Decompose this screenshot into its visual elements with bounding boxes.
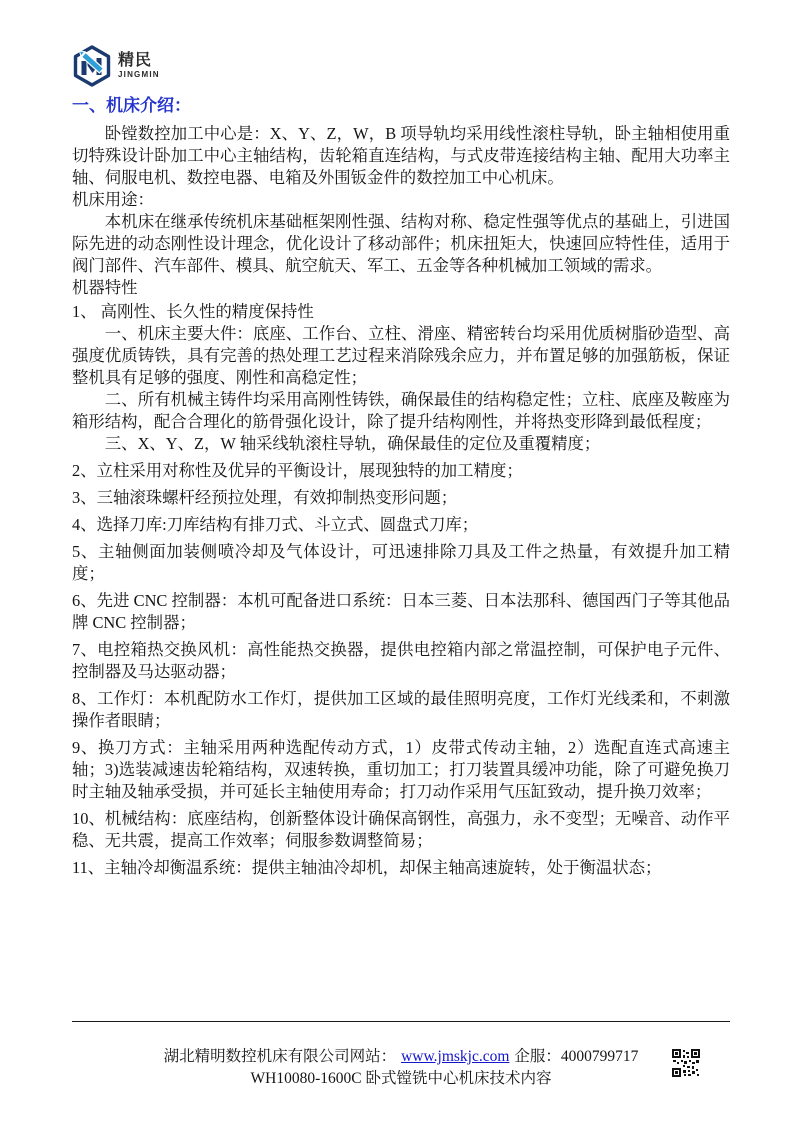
footer-company-prefix: 湖北精明数控机床有限公司网站： — [163, 1048, 397, 1065]
feature-10: 10、机械结构：底座结构，创新整体设计确保高钢性，高强力，永不变型；无噪音、动作平稳、无共震，提高工作效率；伺服参数调整简易； — [72, 809, 730, 850]
usage-paragraph: 本机床在继承传统机床基础框架刚性强、结构对称、稳定性强等优点的基础上，引进国际先进的动态刚性设计理念，优化设计了移动部件；机床扭矩大，快速回应特性佳，适用于阀门部件、汽车部件、模具、航空航天、军工、五金等各种机械加工领域的需求。 — [72, 212, 730, 275]
company-logo — [72, 44, 730, 88]
logo-brand-cn: 精民 — [118, 52, 153, 69]
feature-8: 8、工作灯：本机配防水工作灯，提供加工区域的最佳照明亮度，工作灯光线柔和，不刺激操作者眼睛； — [72, 689, 730, 730]
footer-company-line — [72, 1046, 730, 1067]
features-label: 机器特性 — [72, 278, 138, 297]
feature-7: 7、电控箱热交换风机：高性能热交换器，提供电控箱内部之常温控制，可保护电子元件、控制器及马达驱动器； — [72, 640, 730, 681]
feature-11: 11、主轴冷却衡温系统：提供主轴油冷却机，却保主轴高速旋转，处于衡温状态； — [72, 858, 662, 877]
feature-6: 6、先进 CNC 控制器：本机可配备进口系统：日本三菱、日本法那科、德国西门子等其他品牌 CNC 控制器； — [72, 591, 730, 632]
feature-3: 3、三轴滚珠螺杆经预拉处理，有效抑制热变形问题； — [72, 488, 458, 507]
feature-9: 9、换刀方式：主轴采用两种选配传动方式，1）皮带式传动主轴，2）选配直连式高速主轴；3)选装减速齿轮箱结构，双速转换，重切加工；打刀装置具缓冲功能，除了可避免换刀时主轴及轴承受损，并可延长主轴使用寿命；打刀动作采用气压缸致动，提升换刀效率； — [72, 738, 730, 801]
feature-4: 4、选择刀库:刀库结构有排刀式、斗立式、圆盘式刀库； — [72, 515, 479, 534]
qr-code — [672, 1049, 700, 1077]
intro-paragraph: 卧镗数控加工中心是：X、Y、Z，W，B 项导轨均采用线性滚柱导轨，卧主轴相使用重切特殊设计卧加工中心主轴结构，齿轮箱直连结构，与式皮带连接结构主轴、配用大功率主轴、伺服电机、数控电器、电箱及外围钣金件的数控加工中心机床。 — [72, 124, 730, 187]
logo-brand-en: JINGMIN — [118, 70, 160, 79]
feature-5: 5、主轴侧面加装侧喷冷却及气体设计，可迅速排除刀具及工件之热量，有效提升加工精度； — [72, 542, 730, 583]
document-content — [72, 44, 730, 879]
logo-wordmark — [118, 53, 160, 79]
website-link[interactable]: www.jmskjc.com — [401, 1048, 510, 1065]
feature-1-sub-2: 二、所有机械主铸件均采用高刚性铸铁，确保最佳的结构稳定性；立柱、底座及鞍座为箱形结构，配合合理化的筋骨强化设计，除了提升结构刚性，并将热变形降到最低程度； — [72, 390, 730, 431]
page-footer — [72, 1021, 730, 1090]
footer-doc-title: WH10080-1600C 卧式镗铣中心机床技术内容 — [250, 1070, 552, 1087]
feature-2: 2、立柱采用对称性及优异的平衡设计，展现独特的加工精度； — [72, 461, 523, 480]
footer-service: 企服：4000799717 — [514, 1048, 639, 1065]
logo-hexagon-icon — [72, 44, 112, 88]
feature-1-title: 1、 高刚性、长久性的精度保持性 — [72, 302, 314, 321]
section-heading: 一、机床介绍： — [72, 96, 191, 115]
usage-label: 机床用途： — [72, 190, 154, 209]
feature-1-sub-3: 三、X、Y、Z，W 轴采线轨滚柱导轨，确保最佳的定位及重覆精度； — [104, 434, 601, 453]
footer-divider — [72, 1021, 730, 1022]
feature-1-sub-1: 一、机床主要大件：底座、工作台、立柱、滑座、精密转台均采用优质树脂砂造型、高强度优质铸铁，具有完善的热处理工艺过程来消除残余应力，并布置足够的加强筋板，保证整机具有足够的强度、刚性和高稳定性； — [72, 324, 730, 387]
